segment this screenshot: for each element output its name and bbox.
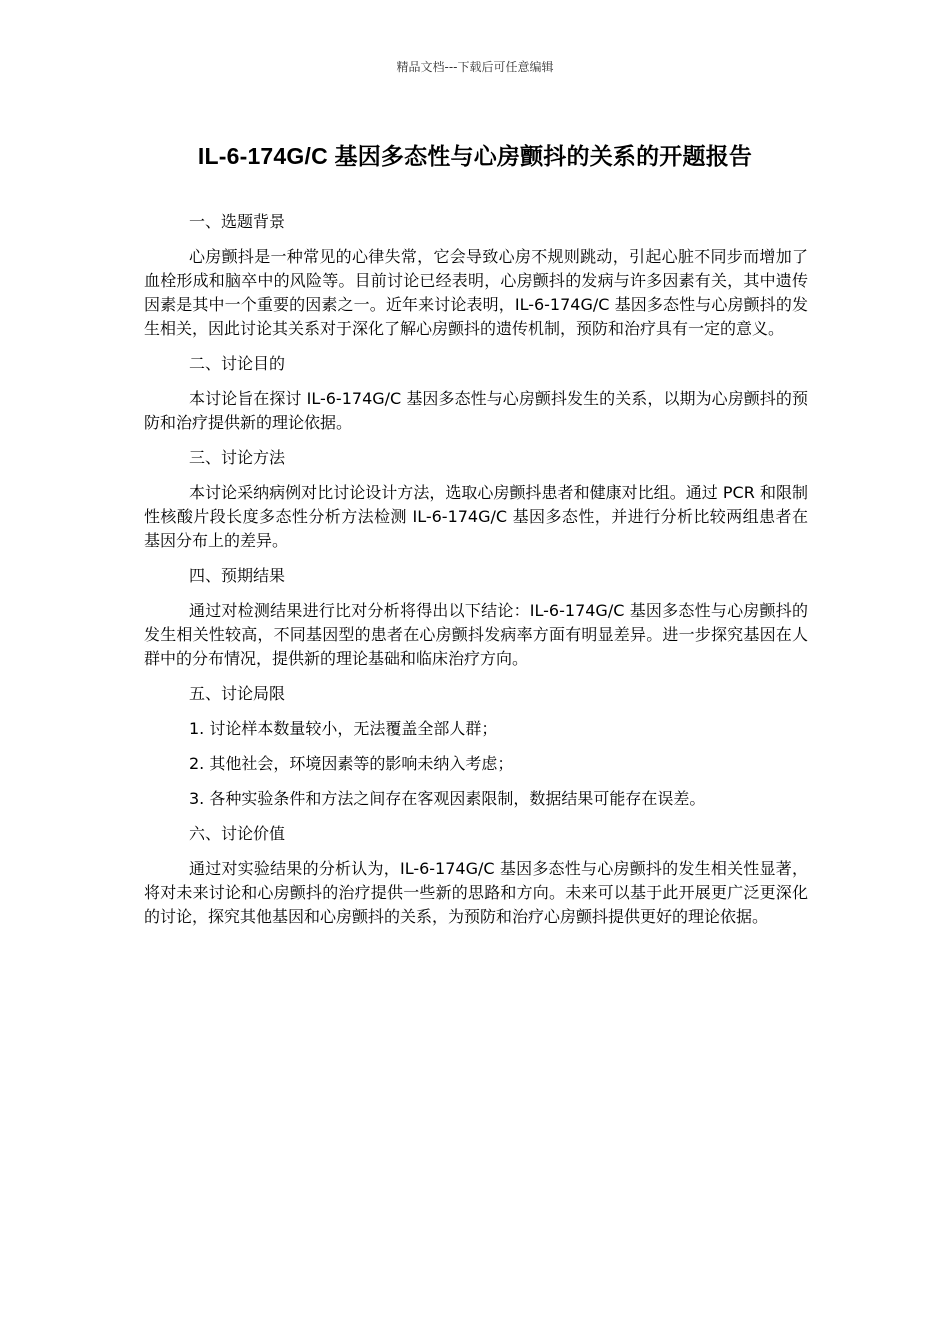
document-title: IL-6-174G/C 基因多态性与心房颤抖的关系的开题报告 [197,143,753,169]
section-paragraph-value: 通过对实验结果的分析认为，IL-6-174G/C 基因多态性与心房颤抖的发生相关性显著，将对未来讨论和心房颤抖的治疗提供一些新的思路和方向。未来可以基于此开展更广泛更深化的讨论，探究其他基因和心房颤抖的关系，为预防和治疗心房颤抖提供更好的理论依据。 [144,859,808,926]
section-heading-value: 六、讨论价值 [189,824,286,843]
section-heading-limitations: 五、讨论局限 [189,684,286,703]
section-paragraph-purpose: 本讨论旨在探讨 IL-6-174G/C 基因多态性与心房颤抖发生的关系，以期为心房颤抖的预防和治疗提供新的理论依据。 [144,389,808,432]
section-paragraph-expected-results: 通过对检测结果进行比对分析将得出以下结论：IL-6-174G/C 基因多态性与心房颤抖的发生相关性较高，不同基因型的患者在心房颤抖发病率方面有明显差异。进一步探究基因在人群中的分布情况，提供新的理论基础和临床治疗方向。 [144,601,808,668]
section-heading-methods: 三、讨论方法 [189,448,286,467]
page-header-note: 精品文档---下载后可任意编辑 [396,60,554,74]
section-paragraph-background: 心房颤抖是一种常见的心律失常，它会导致心房不规则跳动，引起心脏不同步而增加了血栓形成和脑卒中的风险等。目前讨论已经表明，心房颤抖的发病与许多因素有关，其中遗传因素是其中一个重要的因素之一。近年来讨论表明，IL-6-174G/C 基因多态性与心房颤抖的发生相关，因此讨论其关系对于深化了解心房颤抖的遗传机制，预防和治疗具有一定的意义。 [144,247,808,338]
limitation-item: 1. 讨论样本数量较小，无法覆盖全部人群； [189,719,498,738]
limitation-item: 3. 各种实验条件和方法之间存在客观因素限制，数据结果可能存在误差。 [189,789,706,808]
section-heading-background: 一、选题背景 [189,212,286,231]
section-heading-expected-results: 四、预期结果 [189,566,286,585]
document-body [144,210,808,940]
section-heading-purpose: 二、讨论目的 [189,354,286,373]
section-paragraph-methods: 本讨论采纳病例对比讨论设计方法，选取心房颤抖患者和健康对比组。通过 PCR 和限制性核酸片段长度多态性分析方法检测 IL-6-174G/C 基因多态性，并进行分析比较两组患者在基因分布上的差异。 [144,483,808,550]
limitation-item: 2. 其他社会，环境因素等的影响未纳入考虑； [189,754,514,773]
